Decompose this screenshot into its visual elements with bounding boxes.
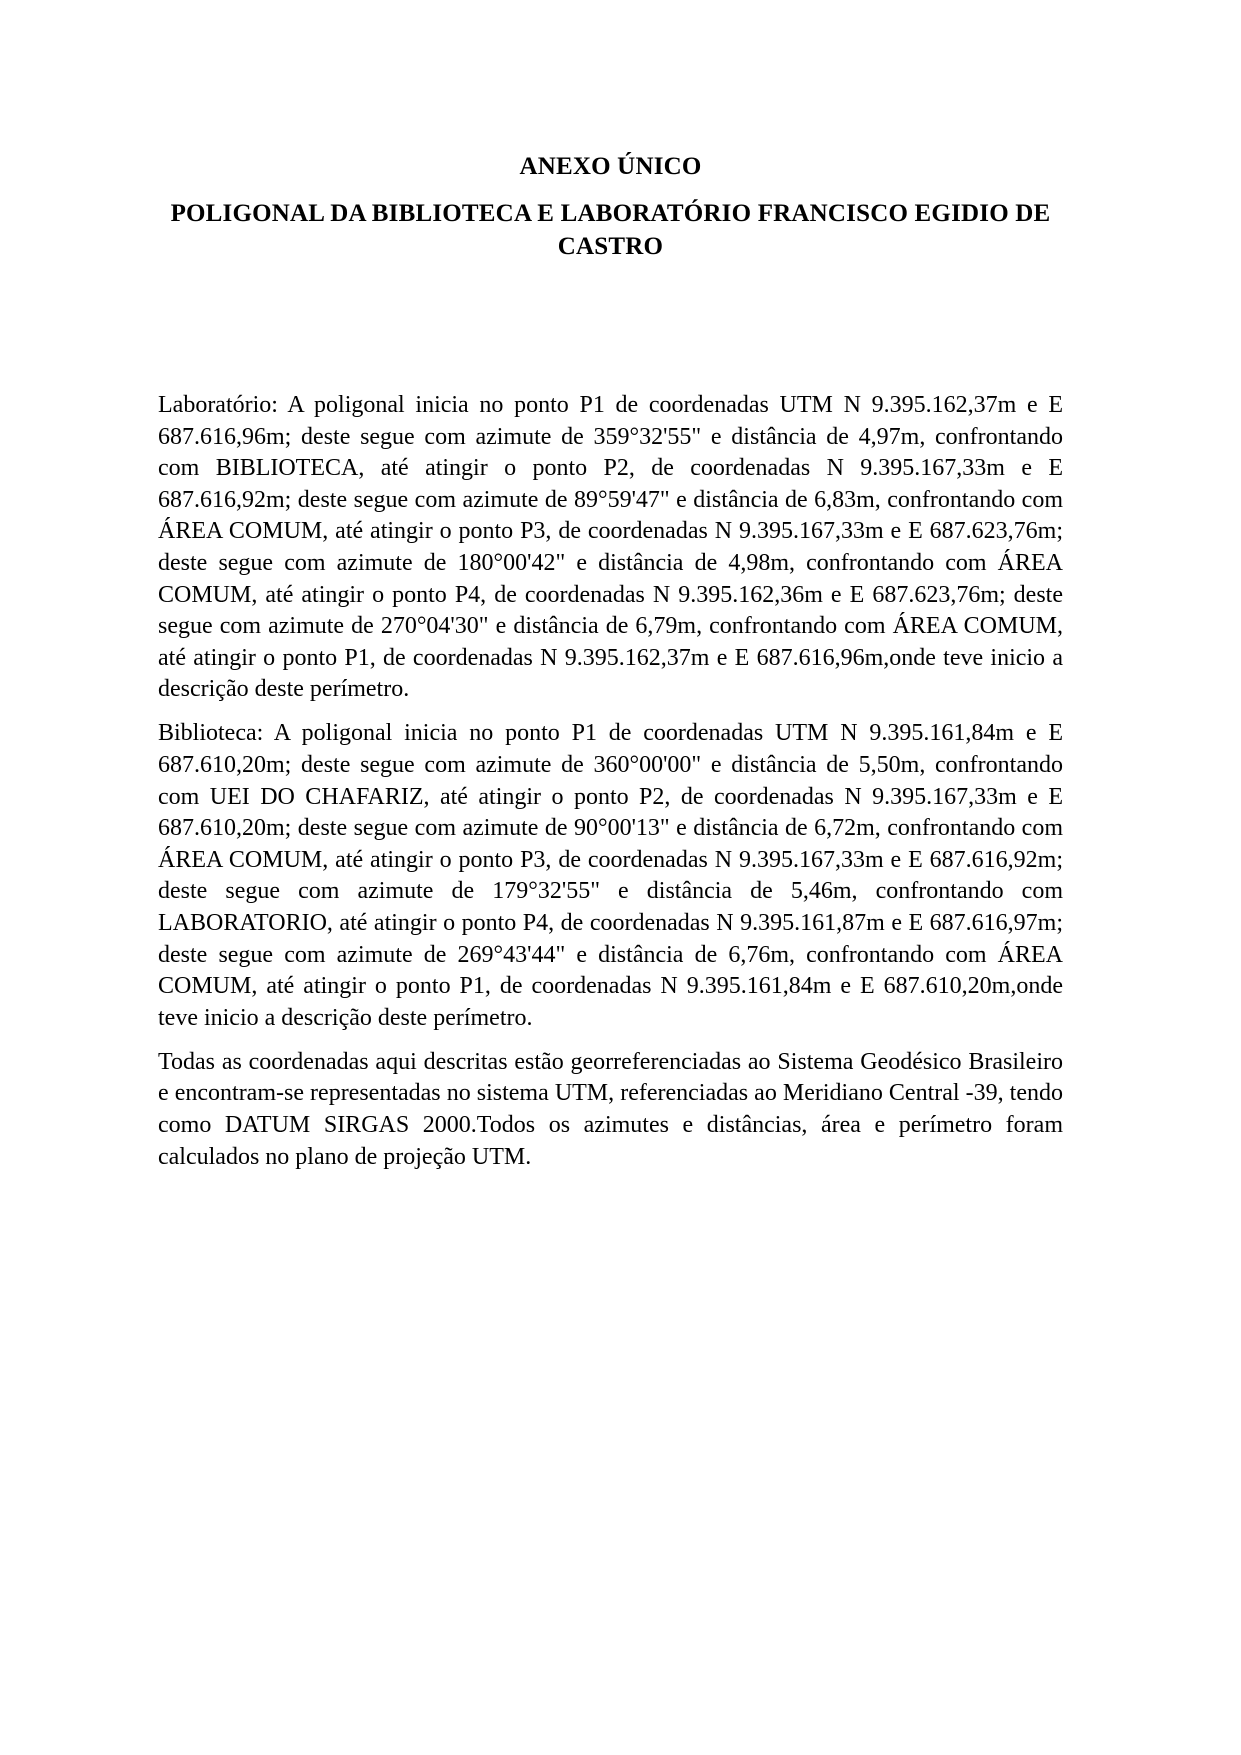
paragraph-laboratorio: Laboratório: A poligonal inicia no ponto P1 de coordenadas UTM N 9.395.162,37m e E 687.616,96m; deste segue com azimute de 359°32'55" e distância de 4,97m, confrontando com BIBLIOTECA, até atingir o ponto P2, de coordenadas N 9.395.167,33m e E 687.616,92m; deste segue com azimute de 89°59'47" e distância de 6,83m, confrontando com ÁREA COMUM, até atingir o ponto P3, de coordenadas N 9.395.167,33m e E 687.623,76m; deste segue com azimute de 180°00'42" e distância de 4,98m, confrontando com ÁREA COMUM, até atingir o ponto P4, de coordenadas N 9.395.162,36m e E 687.623,76m; deste segue com azimute de 270°04'30" e distância de 6,79m, confrontando com ÁREA COMUM, até atingir o ponto P1, de coordenadas N 9.395.162,37m e E 687.616,96m,onde teve inicio a descrição deste perímetro. bbox=[158, 392, 1063, 703]
paragraph-biblioteca: Biblioteca: A poligonal inicia no ponto P1 de coordenadas UTM N 9.395.161,84m e E 687.610,20m; deste segue com azimute de 360°00'00" e distância de 5,50m, confrontando com UEI DO CHAFARIZ, até atingir o ponto P2, de coordenadas N 9.395.167,33m e E 687.610,20m; deste segue com azimute de 90°00'13" e distância de 6,72m, confrontando com ÁREA COMUM, até atingir o ponto P3, de coordenadas N 9.395.167,33m e E 687.616,92m; deste segue com azimute de 179°32'55" e distância de 5,46m, confrontando com LABORATORIO, até atingir o ponto P4, de coordenadas N 9.395.161,87m e E 687.616,97m; deste segue com azimute de 269°43'44" e distância de 6,76m, confrontando com ÁREA COMUM, até atingir o ponto P1, de coordenadas N 9.395.161,84m e E 687.610,20m,onde teve inicio a descrição deste perímetro. bbox=[158, 720, 1063, 1031]
annex-title: ANEXO ÚNICO bbox=[519, 153, 702, 180]
paragraph-georreferenciamento: Todas as coordenadas aqui descritas estão georreferenciadas ao Sistema Geodésico Brasileiro e encontram-se representadas no sistema UTM, referenciadas ao Meridiano Central -39, tendo como DATUM SIRGAS 2000.Todos os azimutes e distâncias, área e perímetro foram calculados no plano de projeção UTM. bbox=[158, 1048, 1063, 1170]
document-subtitle: POLIGONAL DA BIBLIOTECA E LABORATÓRIO FRANCISCO EGIDIO DE CASTRO bbox=[170, 200, 1051, 260]
